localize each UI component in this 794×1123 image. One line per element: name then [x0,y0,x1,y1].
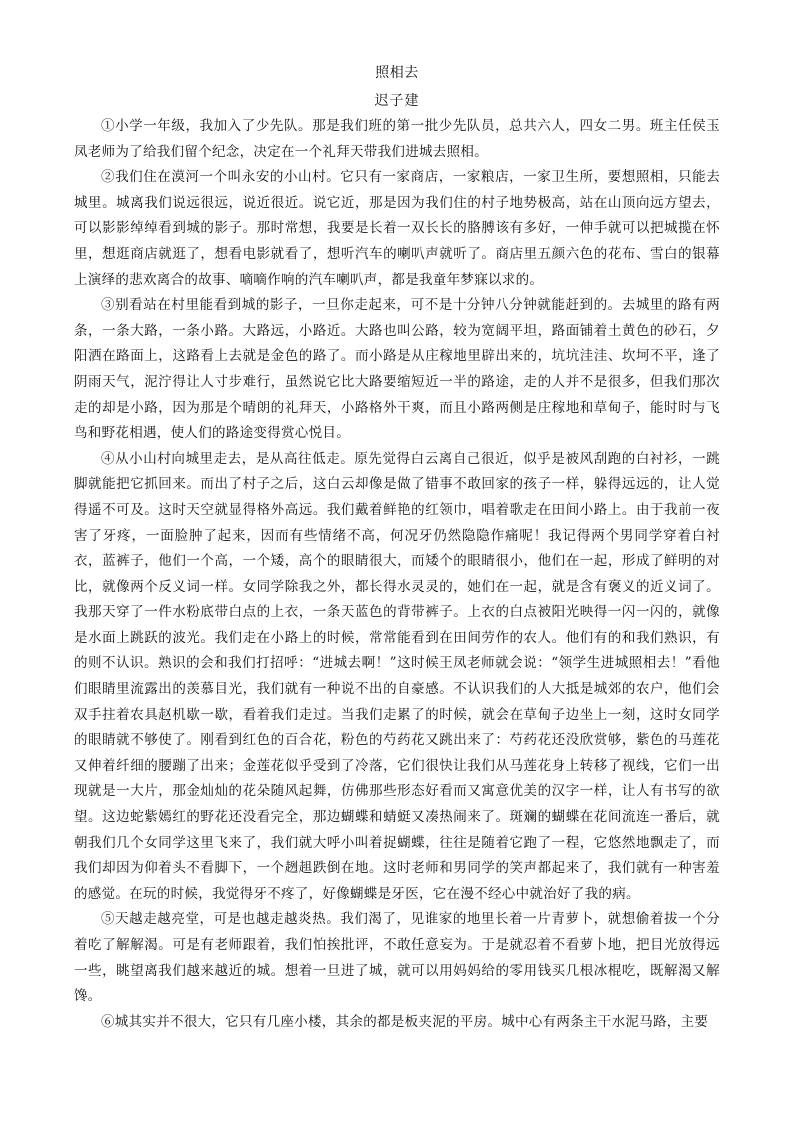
paragraph-6: ⑥城其实并不很大，它只有几座小楼，其余的都是板夹泥的平房。城中心有两条主干水泥马路，主要 [101,1013,709,1030]
paragraph-5: ⑤天越走越亮堂，可是也越走越炎热。我们渴了，见谁家的地里长着一片青萝卜，就想偷着拔一个分着吃了解解渴。可是有老师跟着，我们怕挨批评，不敢任意妄为。于是就忍着不看萝卜地，把目光放得远一些，眺望离我们越来越近的城。想着一旦进了城，就可以用妈妈给的零用钱买几根冰棍吃，既解渴又解馋。 [74,911,720,1005]
article-title: 照相去 [375,65,419,81]
article-body [74,114,720,1035]
article-author: 迟子建 [374,93,420,109]
paragraph-4: ④从小山村向城里走去，是从高往低走。原先觉得白云离自己很近，似乎是被风刮跑的白衬衫，一跳脚就能把它抓回来。而出了村子之后，这白云却像是做了错事不敢回家的孩子一样，躲得远远的，让人觉得遥不可及。这时天空就显得格外高远。我们戴着鲜艳的红领巾，唱着歌走在田间小路上。由于我前一夜害了牙疼，一面脸肿了起来，因而有些情绪不高，何况牙仍然隐隐作痛呢！我记得两个男同学穿着白衬衣，蓝裤子，他们一个高，一个矮，高个的眼睛很大，而矮个的眼睛很小，他们在一起，形成了鲜明的对比，就像两个反义词一样。女同学除我之外，都长得水灵灵的，她们在一起，就是含有褒义的近义词了。我那天穿了一件水粉底带白点的上衣，一条天蓝色的背带裤子。上衣的白点被阳光映得一闪一闪的，就像是水面上跳跃的波光。我们走在小路上的时候，常常能看到在田间劳作的农人。他们有的和我们熟识，有的则不认识。熟识的会和我们打招呼：“进城去啊！”这时候王凤老师就会说：“领学生进城照相去！”看他们眼睛里流露出的羡慕目光，我们就有一种说不出的自豪感。不认识我们的人大抵是城郊的农户，他们会双手拄着农具赵机歇一歇，看着我们走过。当我们走累了的时候，就会在草甸子边坐上一刻，这时女同学的眼睛就不够使了。刚看到红色的百合花，粉色的芍药花又跳出来了：芍药花还没欣赏够，紫色的马莲花又伸着纤细的腰蹦了出来；金莲花似乎受到了冷落，它们很快让我们从马莲花身上转移了视线，它们一出现就是一大片，那金灿灿的花朵随风起舞，仿佛那些形态好看而又寓意优美的汉字一样，让人有书写的欲望。这边蛇紫嫣红的野花还没看完全，那边蝴蝶和蜻蜓又凑热闹来了。斑斓的蝴蝶在花间流连一番后，就朝我们几个女同学这里飞来了，我们就大呼小叫着捉蝴蝶，往往是随着它跑了一程，它悠然地飘走了，而我们却因为仰着头不看脚下，一个趔趄跌倒在地。这时老师和男同学的笑声都起来了，我们就有一种害羞的感觉。在玩的时候，我觉得牙不疼了，好像蝴蝶是牙医，它在漫不经心中就治好了我的病。 [74,450,720,902]
paragraph-1: ①小学一年级，我加入了少先队。那是我们班的第一批少先队员，总共六人，四女二男。班主任侯玉凤老师为了给我们留个纪念，决定在一个礼拜天带我们进城去照相。 [74,118,720,160]
paragraph-2: ②我们住在漠河一个叫永安的小山村。它只有一家商店，一家粮店，一家卫生所，要想照相，只能去城里。城离我们说远很远，说近很近。说它近，那是因为我们住的村子地势极高，站在山顶向远方望去，可以影影绰绰看到城的影子。那时常想，我要是长着一双长长的胳膊该有多好，一伸手就可以把城揽在怀里，想逛商店就逛了，想看电影就看了，想听汽车的喇叭声就听了。商店里五颜六色的花布、雪白的银幕上演绎的悲欢离合的故事、嘀嘀作响的汽车喇叭声，都是我童年梦寐以求的。 [74,169,720,288]
paragraph-3: ③别看站在村里能看到城的影子，一旦你走起来，可不是十分钟八分钟就能赶到的。去城里的路有两条，一条大路，一条小路。大路远，小路近。大路也叫公路，较为宽阔平坦，路面铺着土黄色的砂石，夕阳洒在路面上，这路看上去就是金色的路了。而小路是从庄稼地里辟出来的，坑坑洼洼、坎坷不平，逢了阴雨天气，泥泞得让人寸步难行，虽然说它比大路要缩短近一半的路途，走的人并不是很多，但我们那次走的却是小路，因为那是个晴朗的礼拜天，小路格外干爽，而且小路两侧是庄稼地和草甸子，能时时与飞鸟和野花相遇，使人们的路途变得赏心悦目。 [74,297,720,442]
